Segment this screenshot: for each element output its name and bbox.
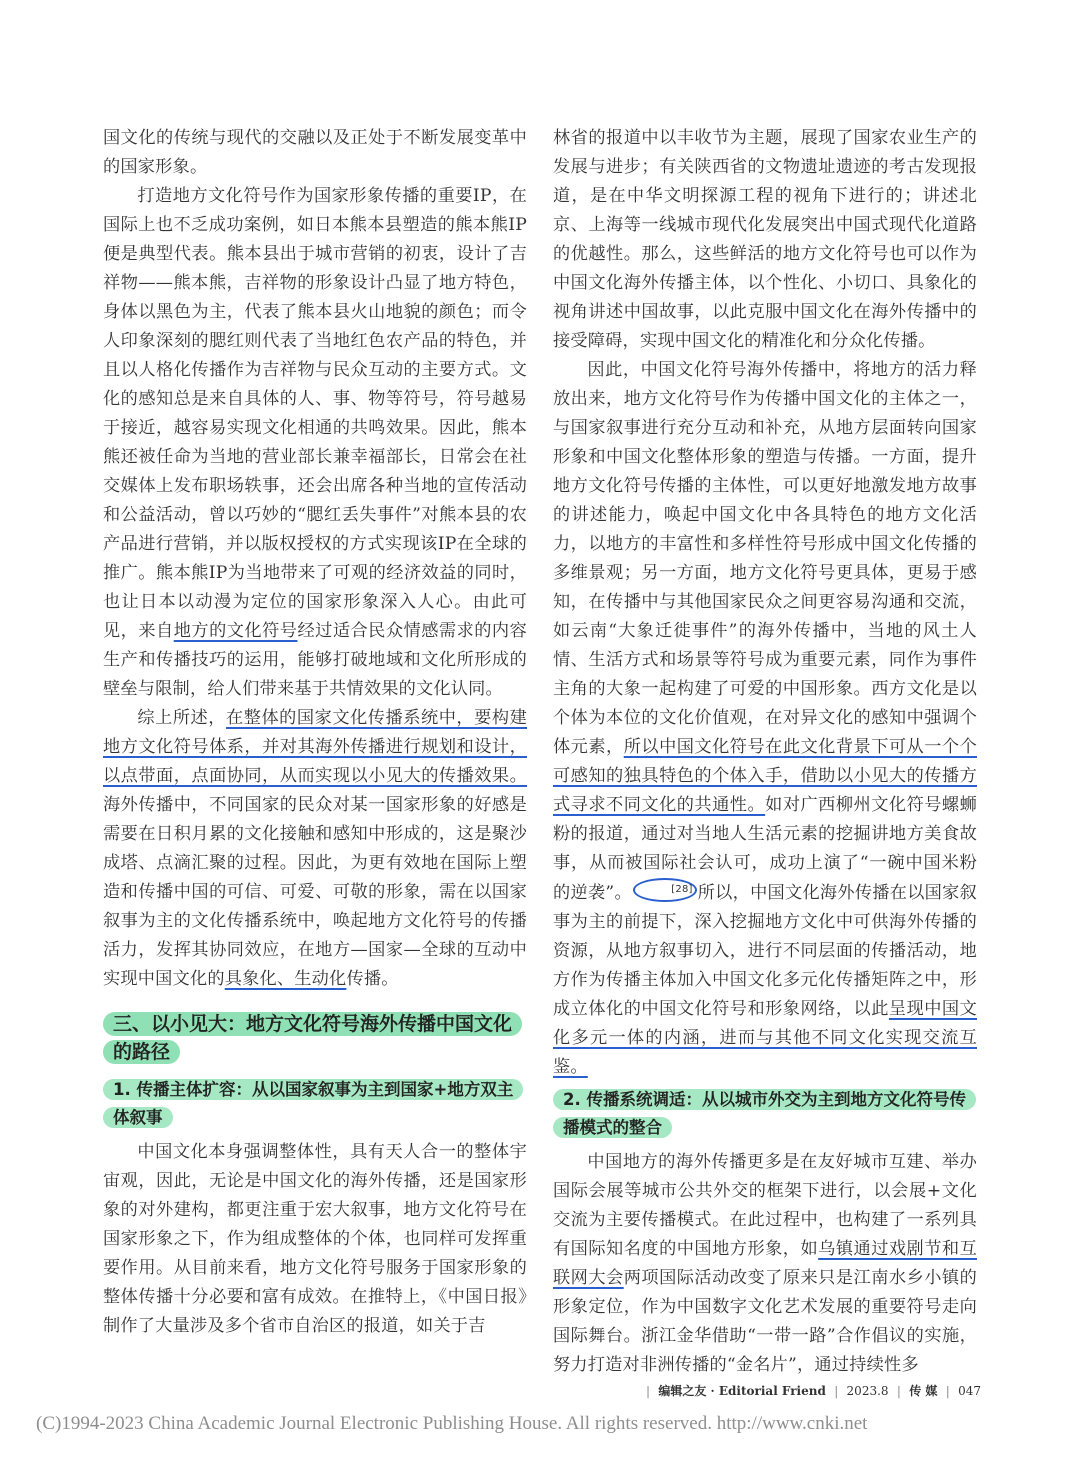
underlined-text: 乌镇通过戏剧节和互联网大会 [553, 1239, 977, 1288]
text-run: 因此，中国文化符号海外传播中，将地方的活力释放出来，地方文化符号作为传播中国文化的主体之一，与国家叙事进行充分互动和补充，从地方层面转向国家形象和中国文化整体形象的塑造与传播。一方面，提升地方文化符号传播的主体性，可以更好地激发地方故事的讲述能力，唤起中国文化中各具特色的地方文化活力，以地方的丰富性和多样性符号形成中国文化传播的多维景观；另一方面，地方文化符号更具体，更易于感知，在传播中与其他国家民众之间更容易沟通和交流，如云南“大象迁徙事件”的海外传播中，当地的风土人情、生活方式和场景等符号成为重要元素，同作为事件主角的大象一起构建了可爱的中国形象。西方文化是以个体为本位的文化价值观，在对异文化的感知中强调个体元素， [553, 360, 977, 757]
subsection-heading-2: 2. 传播系统调适：从以城市外交为主到地方文化符号传播模式的整合 [553, 1086, 977, 1142]
text-run: 中国地方的海外传播更多是在友好城市互建、举办国际会展等城市公共外交的框架下进行，以会展+文化交流为主要传播模式。在此过程中，也构建了一系列具有国际知名度的中国地方形象，如 [553, 1152, 977, 1259]
section-heading: 三、以小见大：地方文化符号海外传播中国文化的路径 [103, 1010, 527, 1066]
text-run: 两项国际活动改变了原来只是江南水乡小镇的形象定位，作为中国数字文化艺术发展的重要符号走向国际舞台。浙江金华借助“一带一路”合作倡议的实施，努力打造对非洲传播的“金名片”，通过持续性多 [553, 1268, 977, 1375]
footer-divider: | [945, 1383, 950, 1398]
paragraph: 国文化的传统与现代的交融以及正处于不断发展变革中的国家形象。 [103, 128, 527, 177]
issue-date: 2023.8 [846, 1383, 889, 1398]
paragraph [103, 182, 527, 704]
footer-divider: | [896, 1383, 901, 1398]
paragraph: 林省的报道中以丰收节为主题，展现了国家农业生产的发展与进步；有关陕西省的文物遗址遗迹的考古发现报道，是在中华文明探源工程的视角下进行的；讲述北京、上海等一线城市现代化发展突出中国式现代化道路的优越性。那么，这些鲜活的地方文化符号也可以作为中国文化海外传播主体，以个性化、小切口、具象化的视角讲述中国故事，以此克服中国文化在海外传播中的接受障碍，实现中国文化的精准化和分众化传播。 [553, 128, 977, 351]
left-column [103, 124, 527, 1341]
magazine-name: 编辑之友 · Editorial Friend [658, 1384, 826, 1398]
text-run: 海外传播中，不同国家的民众对某一国家形象的好感是需要在日积月累的文化接触和感知中形成的，这是聚沙成塔、点滴汇聚的过程。因此，为更有效地在国际上塑造和传播中国的可信、可爱、可敬的形象，需在以国家叙事为主的文化传播系统中，唤起地方文化符号的传播活力，发挥其协同效应，在地方—国家—全球的互动中实现中国文化的 [103, 795, 527, 989]
copyright-notice: (C)1994-2023 China Academic Journal Electronic Publishing House. All rights reserved. http://www.cnki.net [36, 1413, 868, 1434]
text-run: 如对广西柳州文化符号螺蛳粉的报道，通过对当地人生活元素的挖掘讲地方美食故事，从而被国际社会认可，成功上演了“一碗中国米粉的逆袭”。 [553, 795, 977, 903]
page-number: 047 [958, 1383, 981, 1398]
text-run: 传播。 [346, 969, 399, 989]
paragraph [103, 704, 527, 994]
paragraph [553, 1148, 977, 1380]
page-footer [646, 1382, 981, 1399]
paragraph [553, 356, 977, 1082]
section-name: 传 媒 [909, 1384, 938, 1398]
underlined-text: 呈现中国文化多元一体的内涵，进而与其他不同文化实现交流互鉴。 [553, 999, 977, 1077]
right-column [553, 124, 977, 1380]
text-run: 所以，中国文化海外传播在以国家叙事为主的前提下，深入挖掘地方文化中可供海外传播的资源，从地方叙事切入，进行不同层面的传播活动，地方作为传播主体加入中国文化多元化传播矩阵之中，形成立体化的中国文化符号和形象网络，以此 [553, 883, 977, 1019]
text-run: 经过适合民众情感需求的内容生产和传播技巧的运用，能够打破地域和文化所形成的壁垒与限制，给人们带来基于共情效果的文化认同。 [103, 621, 527, 699]
underlined-text: 具象化、生动化 [224, 969, 347, 989]
footer-divider: | [646, 1383, 651, 1398]
underlined-text: 所以中国文化符号在此文化背景下可从一个个可感知的独具特色的个体入手，借助以小见大的传播方式寻求不同文化的共通性。 [553, 737, 977, 815]
underlined-text: 地方的文化符号 [173, 621, 298, 641]
paragraph: 中国文化本身强调整体性，具有天人合一的整体宇宙观，因此，无论是中国文化的海外传播，还是国家形象的对外建构，都更注重于宏大叙事，地方文化符号在国家形象之下，作为组成整体的个体，也同样可发挥重要作用。从目前来看，地方文化符号服务于国家形象的整体传播十分必要和富有成效。在推特上，《中国日报》制作了大量涉及多个省市自治区的报道，如关于吉 [103, 1142, 527, 1336]
footer-divider: | [834, 1383, 839, 1398]
text-run: 综上所述， [137, 708, 227, 728]
text-run: 打造地方文化符号作为国家形象传播的重要IP，在国际上也不乏成功案例，如日本熊本县塑造的熊本熊IP便是典型代表。熊本县出于城市营销的初衷，设计了吉祥物——熊本熊，吉祥物的形象设计凸显了地方特色，身体以黑色为主，代表了熊本县火山地貌的颜色；而令人印象深刻的腮红则代表了当地红色农产品的特色，并且以人格化传播作为吉祥物与民众互动的主要方式。文化的感知总是来自具体的人、事、物等符号，符号越易于接近，越容易实现文化相通的共鸣效果。因此，熊本熊还被任命为当地的营业部长兼幸福部长，日常会在社交媒体上发布职场轶事，还会出席各种当地的宣传活动和公益活动，曾以巧妙的“腮红丢失事件”对熊本县的农产品进行营销，并以版权授权的方式实现该IP在全球的推广。熊本熊IP为当地带来了可观的经济效益的同时，也让日本以动漫为定位的国家形象深入人心。由此可见，来自 [103, 186, 527, 641]
citation-marker[interactable]: [28] [633, 878, 697, 902]
underlined-text: 在整体的国家文化传播系统中，要构建地方文化符号体系，并对其海外传播进行规划和设计，以点带面，点面协同，从而实现以小见大的传播效果。 [103, 708, 527, 786]
subsection-heading-1: 1. 传播主体扩容：从以国家叙事为主到国家+地方双主体叙事 [103, 1076, 527, 1132]
